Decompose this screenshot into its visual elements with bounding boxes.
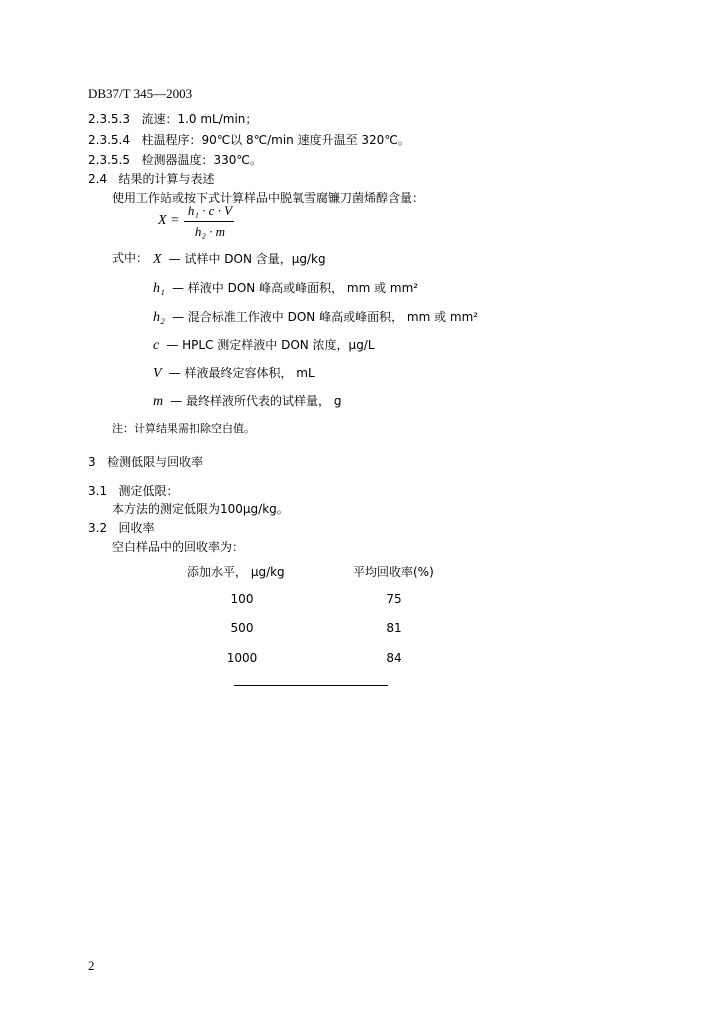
table-cell: 100 xyxy=(230,592,254,606)
section-title: 结果的计算与表述 xyxy=(118,172,215,186)
end-rule xyxy=(234,685,388,686)
section-2-3-5-5 xyxy=(88,151,262,168)
section-2-4-heading xyxy=(88,170,215,187)
section-number: 2.3.5.3 xyxy=(88,112,130,126)
section-2-3-5-4 xyxy=(88,131,410,148)
variable-row xyxy=(153,362,315,382)
section-3-heading xyxy=(88,453,203,470)
variable-desc: — 样液中 DON 峰高或峰面积， mm 或 mm² xyxy=(171,281,419,295)
section-3-1-heading xyxy=(88,482,179,499)
section-number: 3.2 xyxy=(88,521,108,535)
note: 注：计算结果需扣除空白值。 xyxy=(112,422,255,435)
formula-numerator: h₁ · c · V xyxy=(187,203,233,218)
section-title: 回收率 xyxy=(118,521,155,535)
variable-desc: — 混合标准工作液中 DON 峰高或峰面积， mm 或 mm² xyxy=(171,310,479,324)
table-cell: 1000 xyxy=(226,651,258,665)
variable-symbol: X xyxy=(153,252,162,267)
calculation-intro: 使用工作站或按下式计算样品中脱氧雪腐镰刀菌烯醇含量： xyxy=(112,191,425,205)
variable-row xyxy=(153,334,375,354)
formula-denominator: h₂ · m xyxy=(194,224,226,239)
table-cell: 81 xyxy=(386,621,402,635)
table-header-recovery: 平均回收率(%) xyxy=(353,565,434,579)
variable-row xyxy=(153,306,478,326)
section-text: 柱温程序：90℃以 8℃/min 速度升温至 320℃。 xyxy=(141,133,410,147)
variable-symbol: m xyxy=(153,394,164,409)
variables-lead: 式中： xyxy=(112,251,149,265)
variable-desc: — 样液最终定容体积， mL xyxy=(168,366,315,380)
fraction-bar xyxy=(184,221,234,222)
recovery-intro: 空白样品中的回收率为： xyxy=(112,540,245,554)
section-number: 3 xyxy=(88,455,96,469)
variable-row xyxy=(153,390,341,410)
formula-lhs: X xyxy=(158,213,167,228)
table-cell: 84 xyxy=(386,651,402,665)
section-2-3-5-3 xyxy=(88,110,257,127)
doc-code-header: DB37/T 345—2003 xyxy=(88,86,193,101)
table-cell: 75 xyxy=(386,592,402,606)
section-number: 2.3.5.5 xyxy=(88,153,130,167)
section-number: 2.4 xyxy=(88,172,108,186)
section-number: 2.3.5.4 xyxy=(88,133,130,147)
variable-desc: — 最终样液所代表的试样量， g xyxy=(170,394,342,408)
variable-symbol: V xyxy=(153,366,162,381)
table-header-spike-level: 添加水平， μg/kg xyxy=(187,565,285,579)
section-text: 流速：1.0 mL/min； xyxy=(141,112,258,126)
variable-desc: — 试样中 DON 含量，μg/kg xyxy=(168,252,326,266)
formula-equals: = xyxy=(171,213,179,228)
variable-desc: — HPLC 测定样液中 DON 浓度，μg/L xyxy=(166,338,375,352)
page-number: 2 xyxy=(88,958,95,973)
section-number: 3.1 xyxy=(88,484,108,498)
section-title: 测定低限： xyxy=(118,484,179,498)
variable-symbol: h₁ xyxy=(153,281,165,296)
variable-symbol: h₂ xyxy=(153,310,165,325)
table-cell: 500 xyxy=(230,621,254,635)
variable-symbol: c xyxy=(153,338,160,353)
detection-limit-text: 本方法的测定低限为100μg/kg。 xyxy=(112,502,289,516)
section-text: 检测器温度：330℃。 xyxy=(141,153,262,167)
section-title: 检测低限与回收率 xyxy=(107,455,204,469)
variable-row xyxy=(153,277,418,297)
section-3-2-heading xyxy=(88,519,155,536)
variable-row xyxy=(153,248,326,268)
